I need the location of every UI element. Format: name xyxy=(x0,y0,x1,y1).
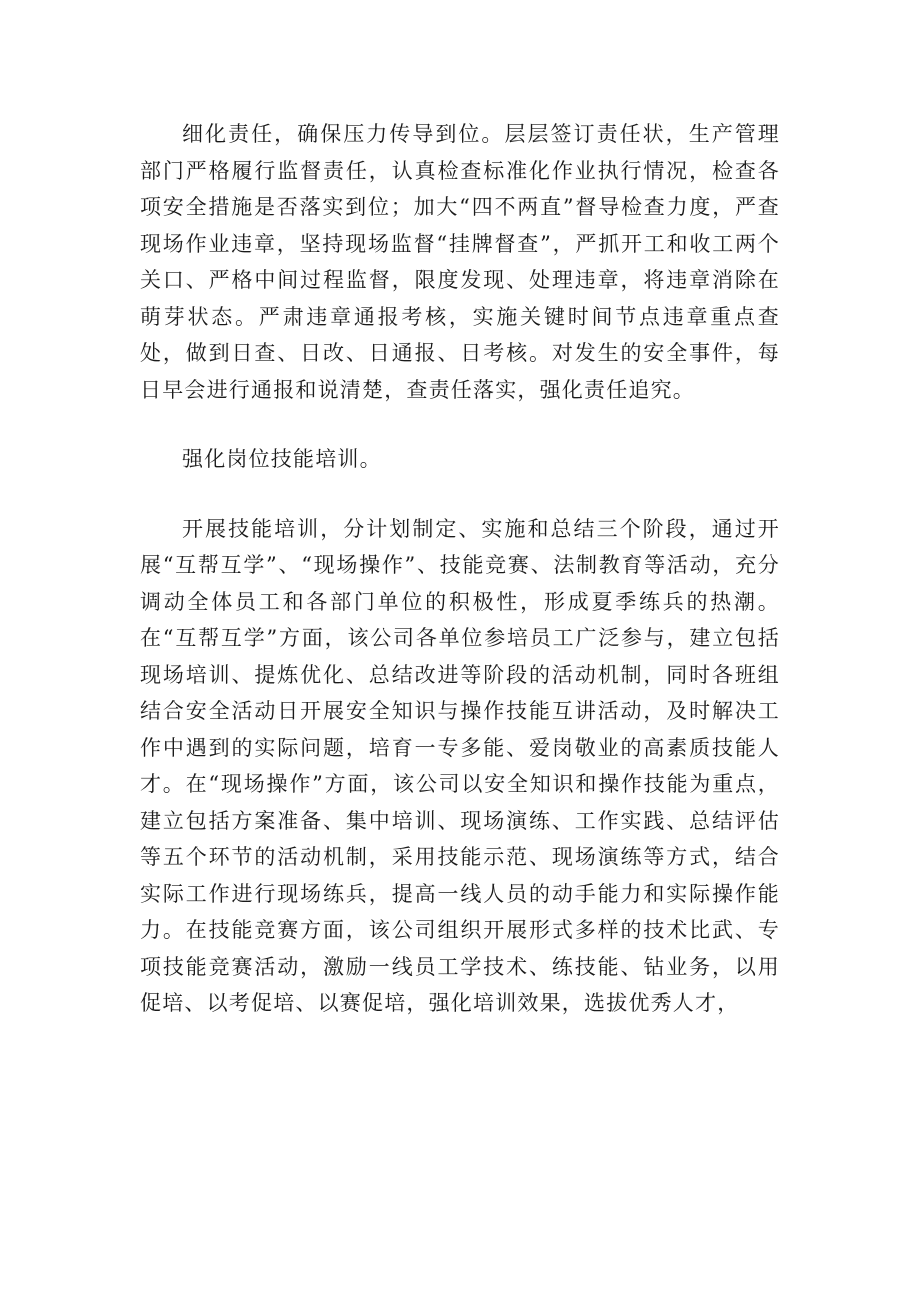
section-heading-skills-training: 强化岗位技能培训。 xyxy=(182,447,382,471)
paragraph-skills-training: 开展技能培训，分计划制定、实施和总结三个阶段，通过开展“互帮互学”、“现场操作”、技能竞赛、法制教育等活动，充分调动全体员工和各部门单位的积极性，形成夏季练兵的热潮。在“互帮互学”方面，该公司各单位参培员工广泛参与，建立包括现场培训、提炼优化、总结改进等阶段的活动机制，同时各班组结合安全活动日开展安全知识与操作技能互讲活动，及时解决工作中遇到的实际问题，培育一专多能、爱岗敬业的高素质技能人才。在“现场操作”方面，该公司以安全知识和操作技能为重点，建立包括方案准备、集中培训、现场演练、工作实践、总结评估等五个环节的活动机制，采用技能示范、现场演练等方式，结合实际工作进行现场练兵，提高一线人员的动手能力和实际操作能力。在技能竞赛方面，该公司组织开展形式多样的技术比武、专项技能竞赛活动，激励一线员工学技术、练技能、钻业务，以用促培、以考促培、以赛促培，强化培训效果，选拔优秀人才， xyxy=(140,516,780,1015)
document-body xyxy=(140,116,780,1022)
paragraph-responsibility: 细化责任，确保压力传导到位。层层签订责任状，生产管理部门严格履行监督责任，认真检查标准化作业执行情况，检查各项安全措施是否落实到位；加大“四不两直”督导检查力度，严查现场作业违章，坚持现场监督“挂牌督查”，严抓开工和收工两个关口、严格中间过程监督，限度发现、处理违章，将违章消除在萌芽状态。严肃违章通报考核，实施关键时间节点违章重点查处，做到日查、日改、日通报、日考核。对发生的安全事件，每日早会进行通报和说清楚，查责任落实，强化责任追究。 xyxy=(140,122,780,402)
